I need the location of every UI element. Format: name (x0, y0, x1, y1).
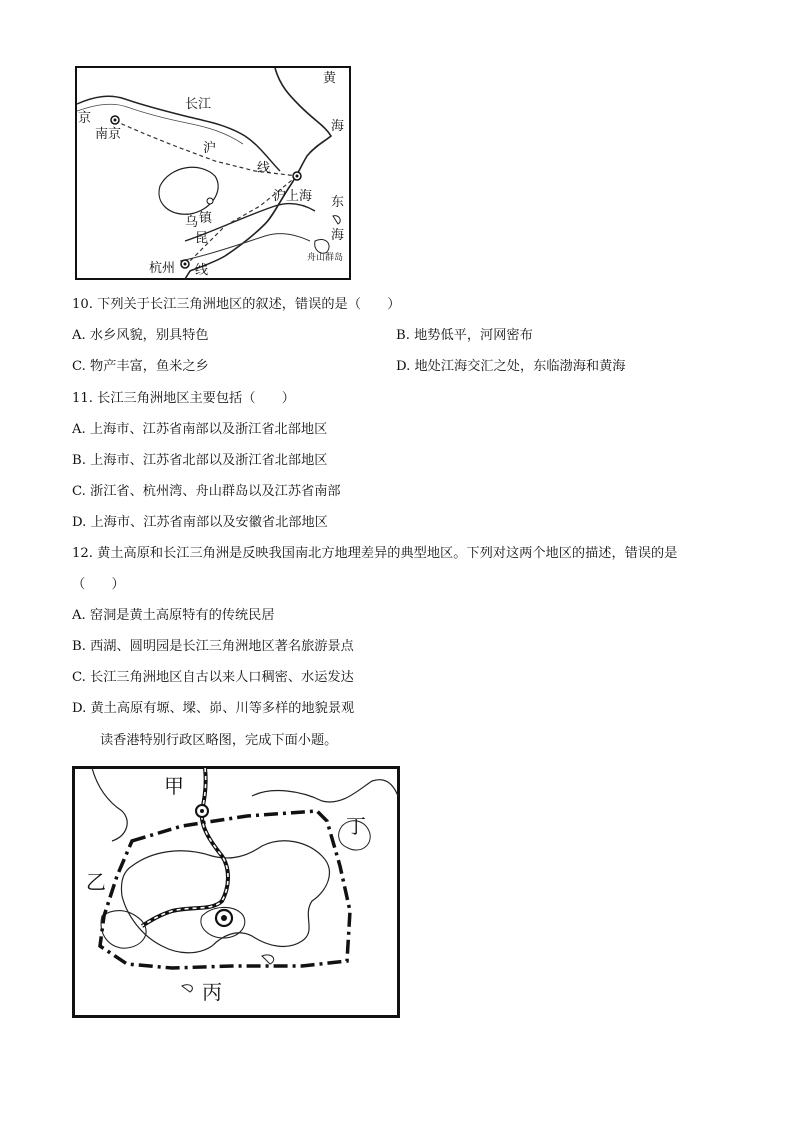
question-10-stem: 10. 下列关于长江三角洲地区的叙述，错误的是（ ） (72, 297, 401, 312)
q11-option-d: D. 上海市、江苏省南部以及安徽省北部地区 (72, 515, 328, 530)
question-12-stem: 12. 黄土高原和长江三角洲是反映我国南北方地理差异的典型地区。下列对这两个地区的描述，错误的是 (72, 546, 678, 561)
hongkong-map-graphic (72, 766, 400, 1018)
label-changjiang: 长江 (185, 97, 212, 112)
q12-option-b: B. 西湖、圆明园是长江三角洲地区著名旅游景点 (72, 639, 354, 654)
label-bing: 丙 (202, 980, 222, 1004)
q10-option-b: B. 地势低平，河网密布 (396, 328, 533, 343)
label-shanghai: 沪上海 (273, 189, 313, 204)
label-hangzhou: 杭州 (149, 261, 176, 276)
label-hu: 沪 (203, 141, 217, 156)
label-yi: 乙 (86, 870, 106, 894)
label-hang-xian: 线 (195, 263, 209, 278)
label-huang: 黄 (323, 71, 337, 86)
q10-option-a: A. 水乡风貌，别具特色 (72, 328, 209, 343)
label-hai-1: 海 (331, 119, 345, 134)
hongkong-map (72, 766, 400, 1018)
question-11-stem: 11. 长江三角洲地区主要包括（ ） (72, 391, 295, 406)
label-nanjing: 南京 (95, 127, 122, 142)
q12-option-a: A. 窑洞是黄土高原特有的传统民居 (72, 608, 275, 623)
label-zhen: 镇 (199, 211, 213, 226)
q10-option-c: C. 物产丰富，鱼米之乡 (72, 359, 209, 374)
yangtze-delta-map (75, 66, 351, 280)
label-xian: 线 (257, 161, 271, 176)
q10-option-d: D. 地处江海交汇之处，东临渤海和黄海 (396, 359, 626, 374)
label-ding: 丁 (346, 814, 366, 838)
label-wu: 乌 (185, 215, 199, 230)
q11-option-c: C. 浙江省、杭州湾、舟山群岛以及江苏省南部 (72, 484, 341, 499)
label-dong: 东 (331, 195, 345, 210)
yangtze-delta-map-graphic (75, 66, 351, 280)
label-jing: 京 (78, 111, 92, 126)
q11-option-b: B. 上海市、江苏省北部以及浙江省北部地区 (72, 453, 328, 468)
label-jia: 甲 (164, 774, 184, 798)
q12-option-d: D. 黄土高原有塬、墚、峁、川等多样的地貌景观 (72, 701, 355, 716)
question-12-stem-cont: （ ） (72, 577, 125, 592)
label-zhoushan: 舟山群岛 (307, 253, 344, 263)
section-intro: 读香港特别行政区略图，完成下面小题。 (100, 733, 338, 748)
q12-option-c: C. 长江三角洲地区自古以来人口稠密、水运发达 (72, 670, 354, 685)
label-hai-2: 海 (331, 228, 345, 243)
label-kun: 昆 (195, 231, 209, 246)
q11-option-a: A. 上海市、江苏省南部以及浙江省北部地区 (72, 422, 328, 437)
